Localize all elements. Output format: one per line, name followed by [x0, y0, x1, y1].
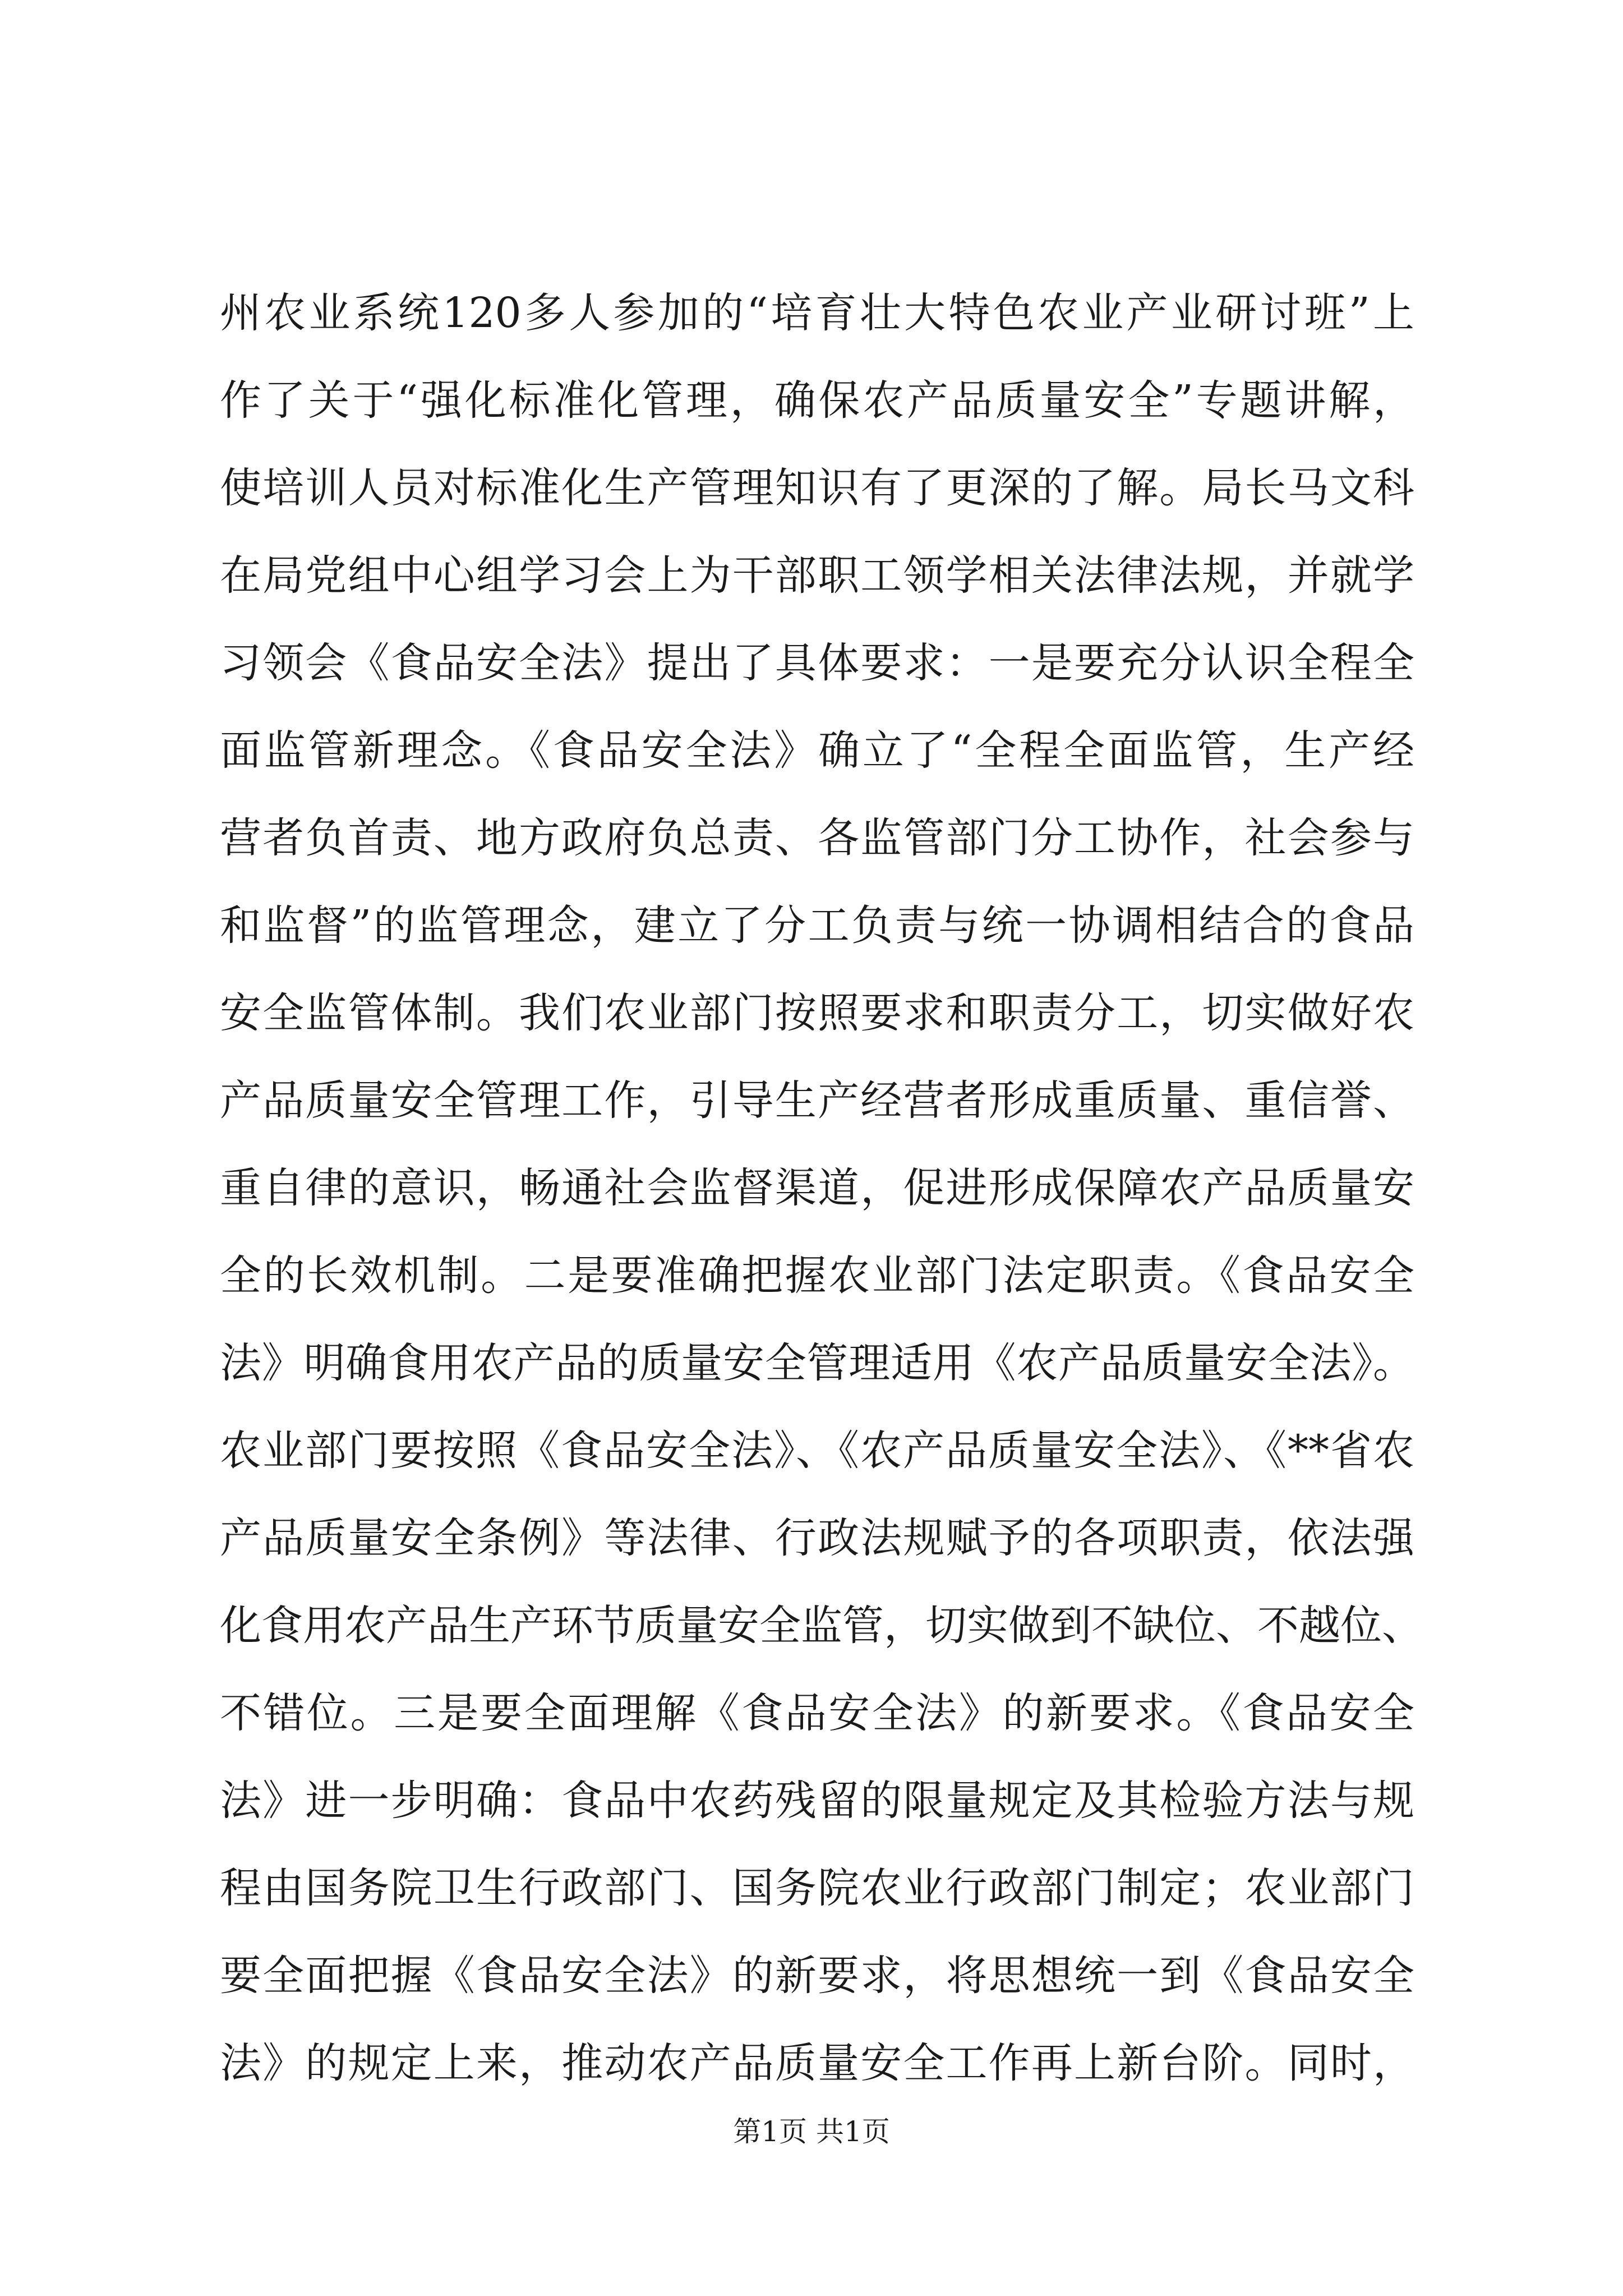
text-line: 程由国务院卫生行政部门、国务院农业行政部门制定；农业部门 [220, 1864, 1414, 1912]
text-line: 在局党组中心组学习会上为干部职工领学相关法律法规，并就学 [220, 551, 1414, 600]
page-number-label: 第1页 共1页 [733, 2115, 890, 2148]
text-line: 化食用农产品生产环节质量安全监管，切实做到不缺位、不越位、 [220, 1602, 1423, 1650]
text-line: 要全面把握《食品安全法》的新要求，将思想统一到《食品安全 [220, 1952, 1414, 2000]
page-footer [0, 2109, 1623, 2150]
text-line: 营者负首责、地方政府负总责、各监管部门分工协作，社会参与 [220, 814, 1414, 862]
text-line: 面监管新理念。《食品安全法》确立了“全程全面监管，生产经 [220, 726, 1414, 775]
text-line: 使培训人员对标准化生产管理知识有了更深的了解。局长马文科 [220, 464, 1414, 512]
text-line: 重自律的意识，畅通社会监督渠道，促进形成保障农产品质量安 [220, 1164, 1414, 1212]
text-line: 作了关于“强化标准化管理，确保农产品质量安全”专题讲解， [220, 376, 1414, 425]
text-line: 法》明确食用农产品的质量安全管理适用《农产品质量安全法》。 [220, 1339, 1414, 1387]
text-line: 安全监管体制。我们农业部门按照要求和职责分工，切实做好农 [220, 989, 1414, 1037]
text-line: 产品质量安全管理工作，引导生产经营者形成重质量、重信誉、 [220, 1076, 1414, 1125]
text-line: 全的长效机制。二是要准确把握农业部门法定职责。《食品安全 [220, 1251, 1414, 1300]
text-line: 不错位。三是要全面理解《食品安全法》的新要求。《食品安全 [220, 1689, 1414, 1737]
text-line: 法》进一步明确：食品中农药残留的限量规定及其检验方法与规 [220, 1777, 1414, 1825]
text-line: 州农业系统120多人参加的“培育壮大特色农业产业研讨班”上 [220, 289, 1414, 337]
text-line: 习领会《食品安全法》提出了具体要求：一是要充分认识全程全 [220, 639, 1414, 687]
body-text [220, 269, 1423, 2107]
text-line: 法》的规定上来，推动农产品质量安全工作再上新台阶。同时， [220, 2039, 1414, 2087]
text-line: 产品质量安全条例》等法律、行政法规赋予的各项职责，依法强 [220, 1514, 1414, 1562]
text-line: 农业部门要按照《食品安全法》、《农产品质量安全法》、《**省农 [220, 1427, 1414, 1475]
text-line: 和监督”的监管理念，建立了分工负责与统一协调相结合的食品 [220, 901, 1414, 950]
